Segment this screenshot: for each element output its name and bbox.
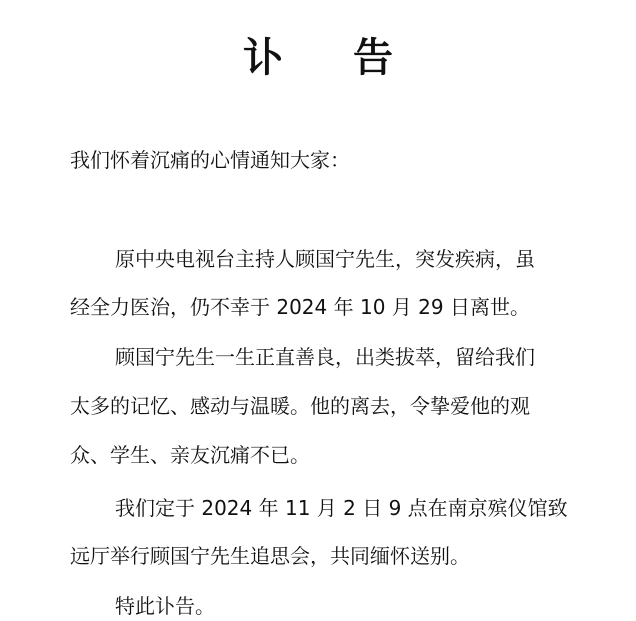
closing-line: 特此讣告。 [115, 594, 215, 618]
paragraph-1-line-2: 经全力医治，仍不幸于 2024 年 10 月 29 日离世。 [70, 295, 530, 319]
paragraph-3-line-2: 远厅举行顾国宁先生追思会，共同缅怀送别。 [70, 544, 470, 568]
paragraph-2-line-1: 顾国宁先生一生正直善良，出类拔萃，留给我们 [115, 345, 535, 369]
paragraph-2-line-2: 太多的记忆、感动与温暖。他的离去，令挚爱他的观 [70, 394, 530, 418]
paragraph-2-line-3: 众、学生、亲友沉痛不已。 [70, 443, 310, 467]
paragraph-3-line-1: 我们定于 2024 年 11 月 2 日 9 点在南京殡仪馆致 [115, 496, 568, 520]
salutation: 我们怀着沉痛的心情通知大家： [70, 148, 350, 172]
document-title: 讣 告 [243, 35, 421, 81]
paragraph-1-line-1: 原中央电视台主持人顾国宁先生，突发疾病，虽 [115, 247, 535, 271]
